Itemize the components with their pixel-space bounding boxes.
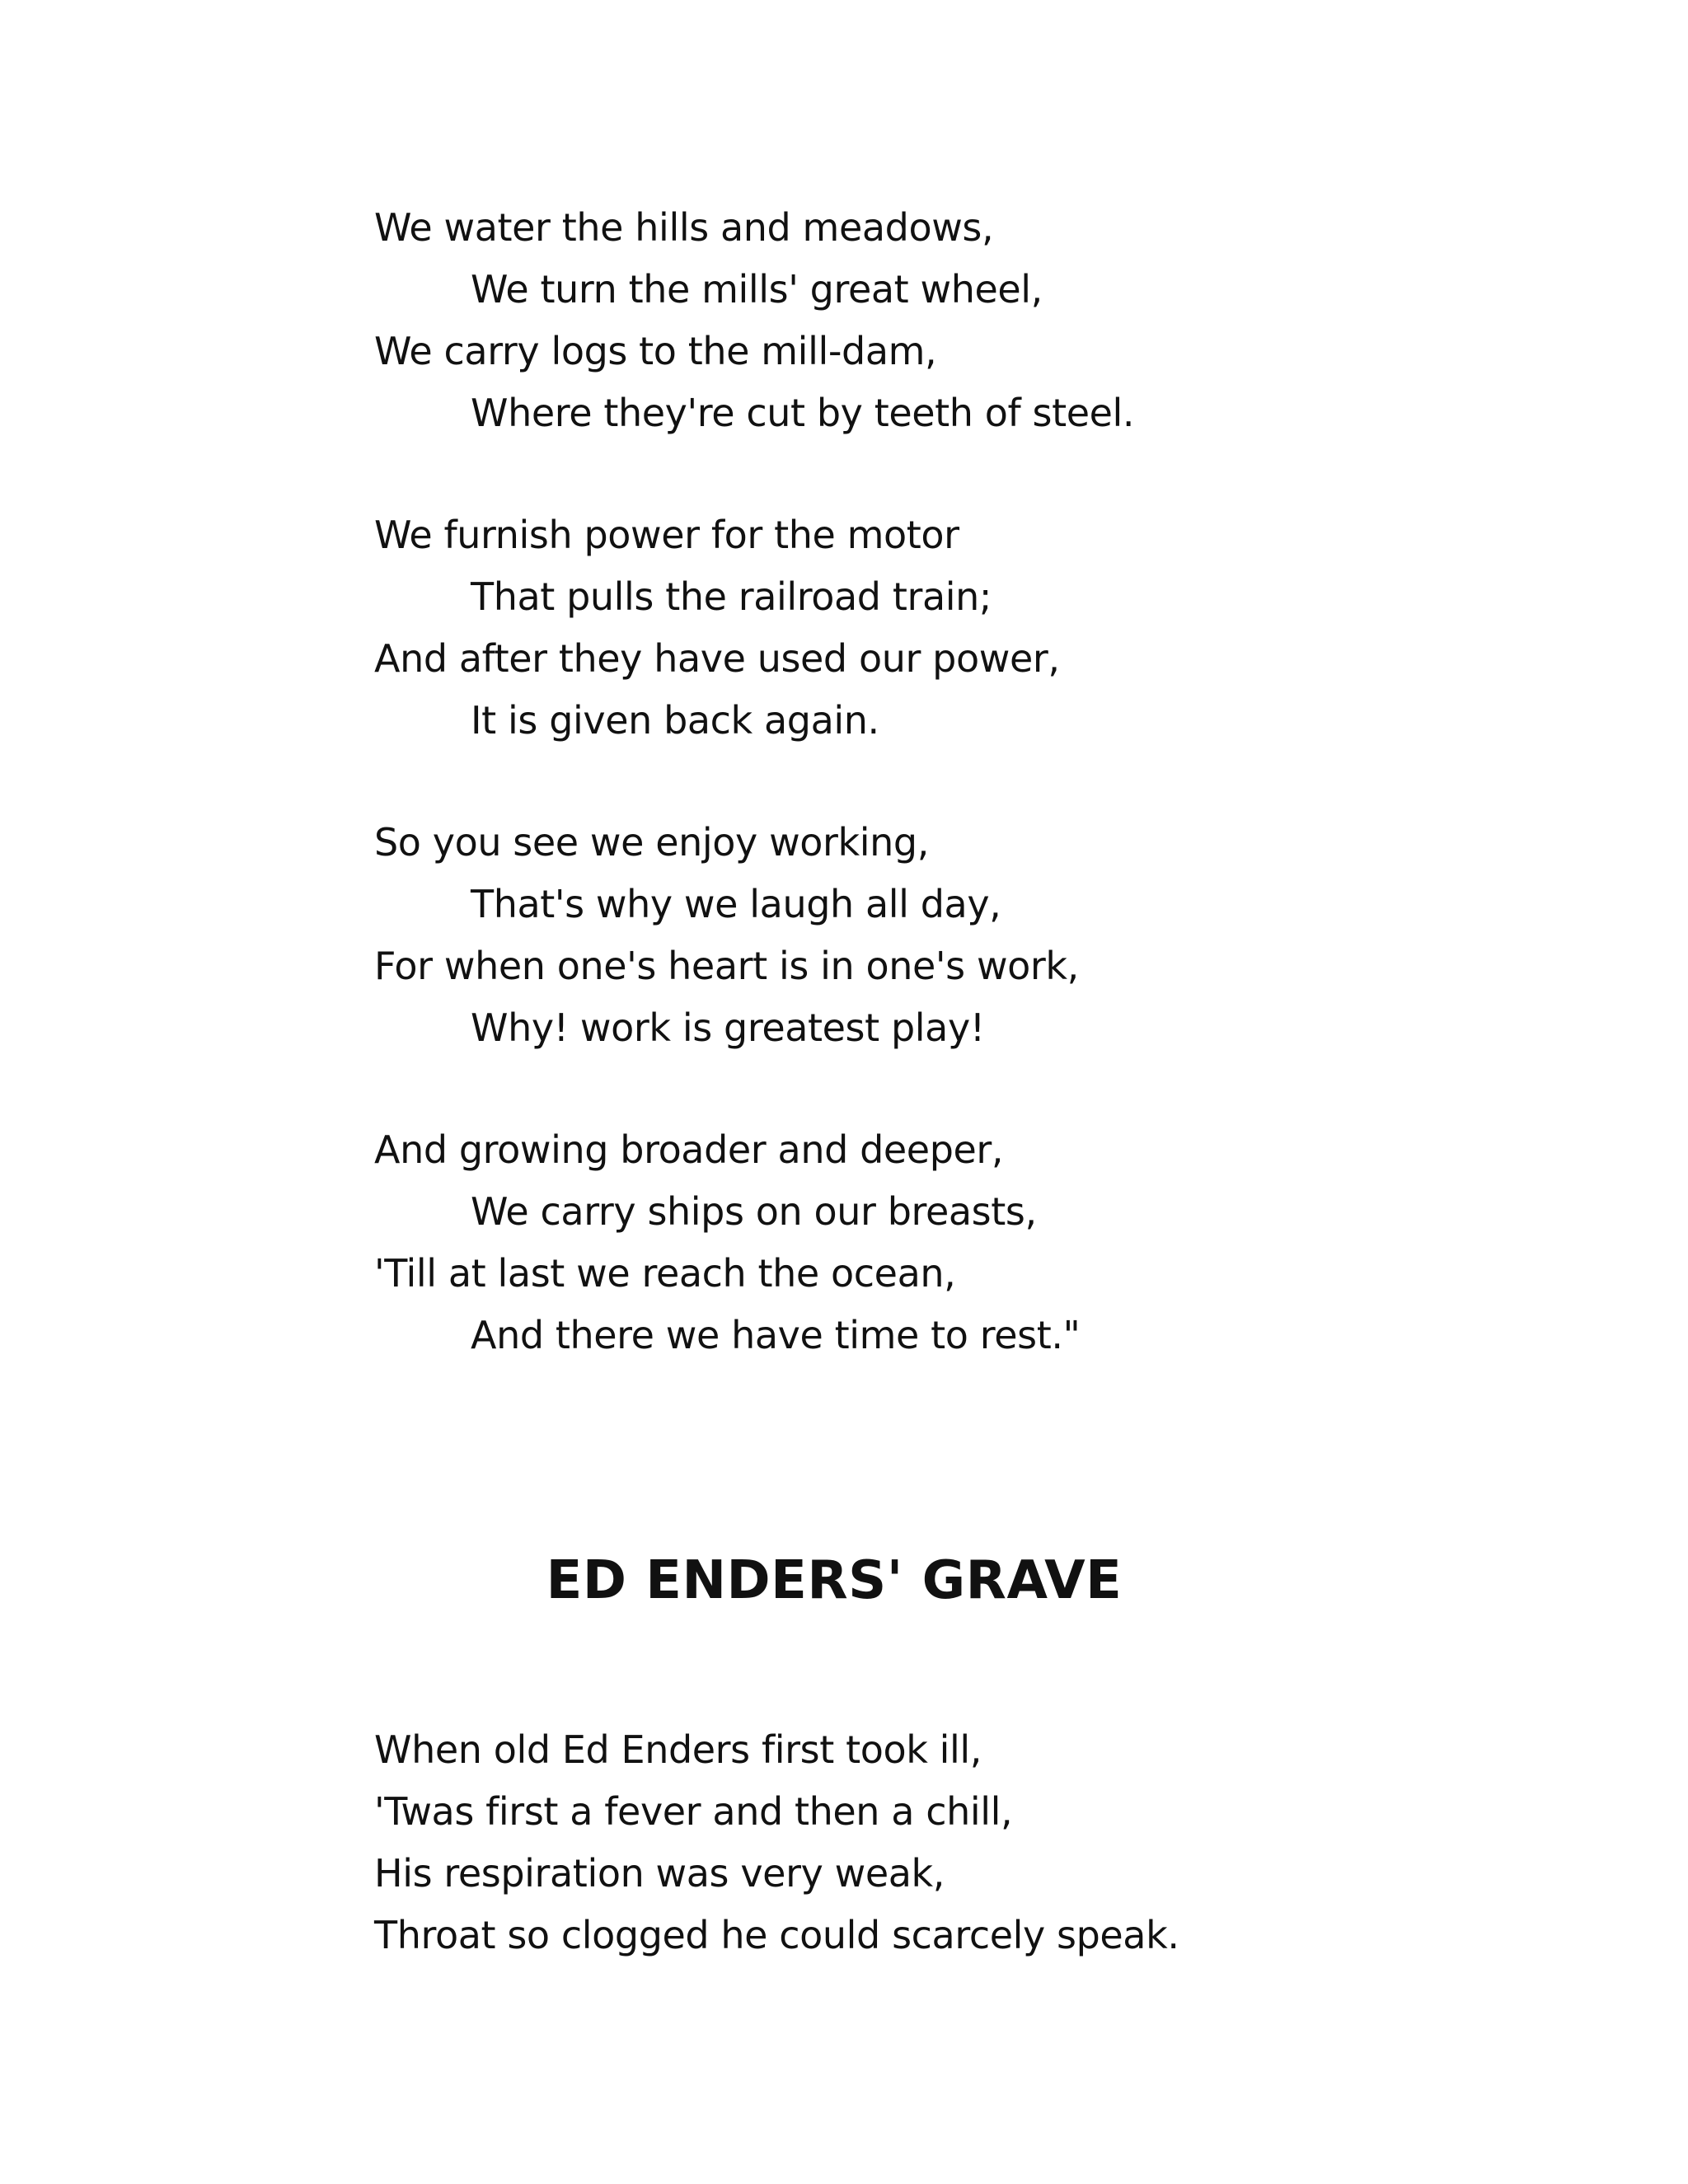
poem-line: 'Till at last we reach the ocean, [374,1251,956,1296]
poem-line: Why! work is greatest play! [471,1005,985,1050]
poem-title: ED ENDERS' GRAVE [546,1550,1123,1611]
poem-line: Where they're cut by teeth of steel. [471,391,1135,435]
poem-line: We water the hills and meadows, [374,205,994,250]
poem-line: We carry ships on our breasts, [471,1189,1037,1234]
poem-line: We carry logs to the mill-dam, [374,329,937,373]
poem-line: And there we have time to rest." [471,1313,1081,1357]
poem-line: His respiration was very weak, [374,1851,945,1896]
poem-line: We turn the mills' great wheel, [471,267,1043,312]
poem-line: Throat so clogged he could scarcely speak. [374,1913,1179,1957]
poem-line: And after they have used our power, [374,636,1060,681]
stanza [374,197,1528,444]
poem-line: And growing broader and deeper, [374,1127,1004,1172]
poem-line: So you see we enjoy working, [374,820,929,865]
poem-line: When old Ed Enders first took ill, [374,1727,982,1772]
stanza [374,504,1528,752]
poem-line: That pulls the railroad train; [471,574,992,619]
stanza [374,1119,1528,1366]
poem-line: 'Twas first a fever and then a chill, [374,1789,1013,1834]
poem-line: For when one's heart is in one's work, [374,944,1079,988]
stanza [374,812,1528,1059]
poem-line: It is given back again. [471,698,879,743]
stanza [374,1719,1528,1966]
poem-line: That's why we laugh all day, [471,882,1001,926]
poem-line: We furnish power for the motor [374,513,959,557]
